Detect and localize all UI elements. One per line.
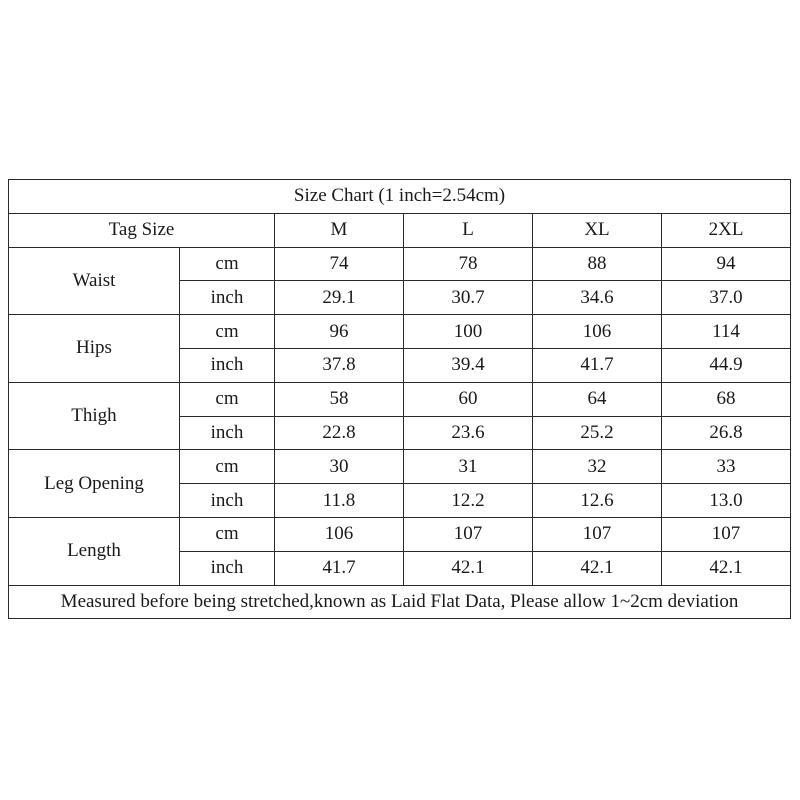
inch-value: 12.6 — [533, 484, 662, 518]
measurement-row-cm — [9, 450, 791, 484]
size-chart-table — [8, 179, 791, 619]
cm-value: 78 — [404, 247, 533, 281]
inch-value: 23.6 — [404, 416, 533, 450]
inch-value: 41.7 — [533, 348, 662, 382]
chart-title: Size Chart (1 inch=2.54cm) — [9, 180, 791, 214]
inch-value: 34.6 — [533, 281, 662, 315]
inch-value: 30.7 — [404, 281, 533, 315]
unit-cm-label: cm — [180, 382, 275, 416]
cm-value: 107 — [662, 517, 791, 551]
inch-value: 11.8 — [275, 484, 404, 518]
inch-value: 39.4 — [404, 348, 533, 382]
inch-value: 26.8 — [662, 416, 791, 450]
measurement-row-cm — [9, 517, 791, 551]
unit-cm-label: cm — [180, 517, 275, 551]
cm-value: 106 — [533, 315, 662, 349]
measurement-label: Length — [9, 517, 180, 585]
measurement-row-cm — [9, 315, 791, 349]
unit-cm-label: cm — [180, 315, 275, 349]
measurement-label: Waist — [9, 247, 180, 315]
inch-value: 37.0 — [662, 281, 791, 315]
inch-value: 42.1 — [662, 551, 791, 585]
cm-value: 96 — [275, 315, 404, 349]
inch-value: 42.1 — [404, 551, 533, 585]
size-header: L — [404, 213, 533, 247]
cm-value: 32 — [533, 450, 662, 484]
inch-value: 44.9 — [662, 348, 791, 382]
unit-cm-label: cm — [180, 450, 275, 484]
measurement-row-cm — [9, 247, 791, 281]
measurement-label: Hips — [9, 315, 180, 383]
cm-value: 31 — [404, 450, 533, 484]
measurement-label: Thigh — [9, 382, 180, 450]
size-header: XL — [533, 213, 662, 247]
cm-value: 68 — [662, 382, 791, 416]
cm-value: 58 — [275, 382, 404, 416]
size-header: M — [275, 213, 404, 247]
unit-inch-label: inch — [180, 416, 275, 450]
inch-value: 41.7 — [275, 551, 404, 585]
cm-value: 88 — [533, 247, 662, 281]
inch-value: 25.2 — [533, 416, 662, 450]
measurement-row-cm — [9, 382, 791, 416]
cm-value: 114 — [662, 315, 791, 349]
size-header: 2XL — [662, 213, 791, 247]
unit-inch-label: inch — [180, 484, 275, 518]
cm-value: 107 — [533, 517, 662, 551]
cm-value: 33 — [662, 450, 791, 484]
unit-inch-label: inch — [180, 281, 275, 315]
note-row — [9, 585, 791, 619]
cm-value: 64 — [533, 382, 662, 416]
cm-value: 106 — [275, 517, 404, 551]
unit-cm-label: cm — [180, 247, 275, 281]
measurement-label: Leg Opening — [9, 450, 180, 518]
cm-value: 94 — [662, 247, 791, 281]
cm-value: 107 — [404, 517, 533, 551]
cm-value: 30 — [275, 450, 404, 484]
tag-size-header: Tag Size — [9, 213, 275, 247]
inch-value: 37.8 — [275, 348, 404, 382]
header-row — [9, 213, 791, 247]
inch-value: 13.0 — [662, 484, 791, 518]
title-row — [9, 180, 791, 214]
cm-value: 60 — [404, 382, 533, 416]
unit-inch-label: inch — [180, 551, 275, 585]
inch-value: 29.1 — [275, 281, 404, 315]
cm-value: 74 — [275, 247, 404, 281]
deviation-note: Measured before being stretched,known as Laid Flat Data, Please allow 1~2cm deviation — [9, 585, 791, 619]
inch-value: 12.2 — [404, 484, 533, 518]
inch-value: 42.1 — [533, 551, 662, 585]
unit-inch-label: inch — [180, 348, 275, 382]
inch-value: 22.8 — [275, 416, 404, 450]
cm-value: 100 — [404, 315, 533, 349]
